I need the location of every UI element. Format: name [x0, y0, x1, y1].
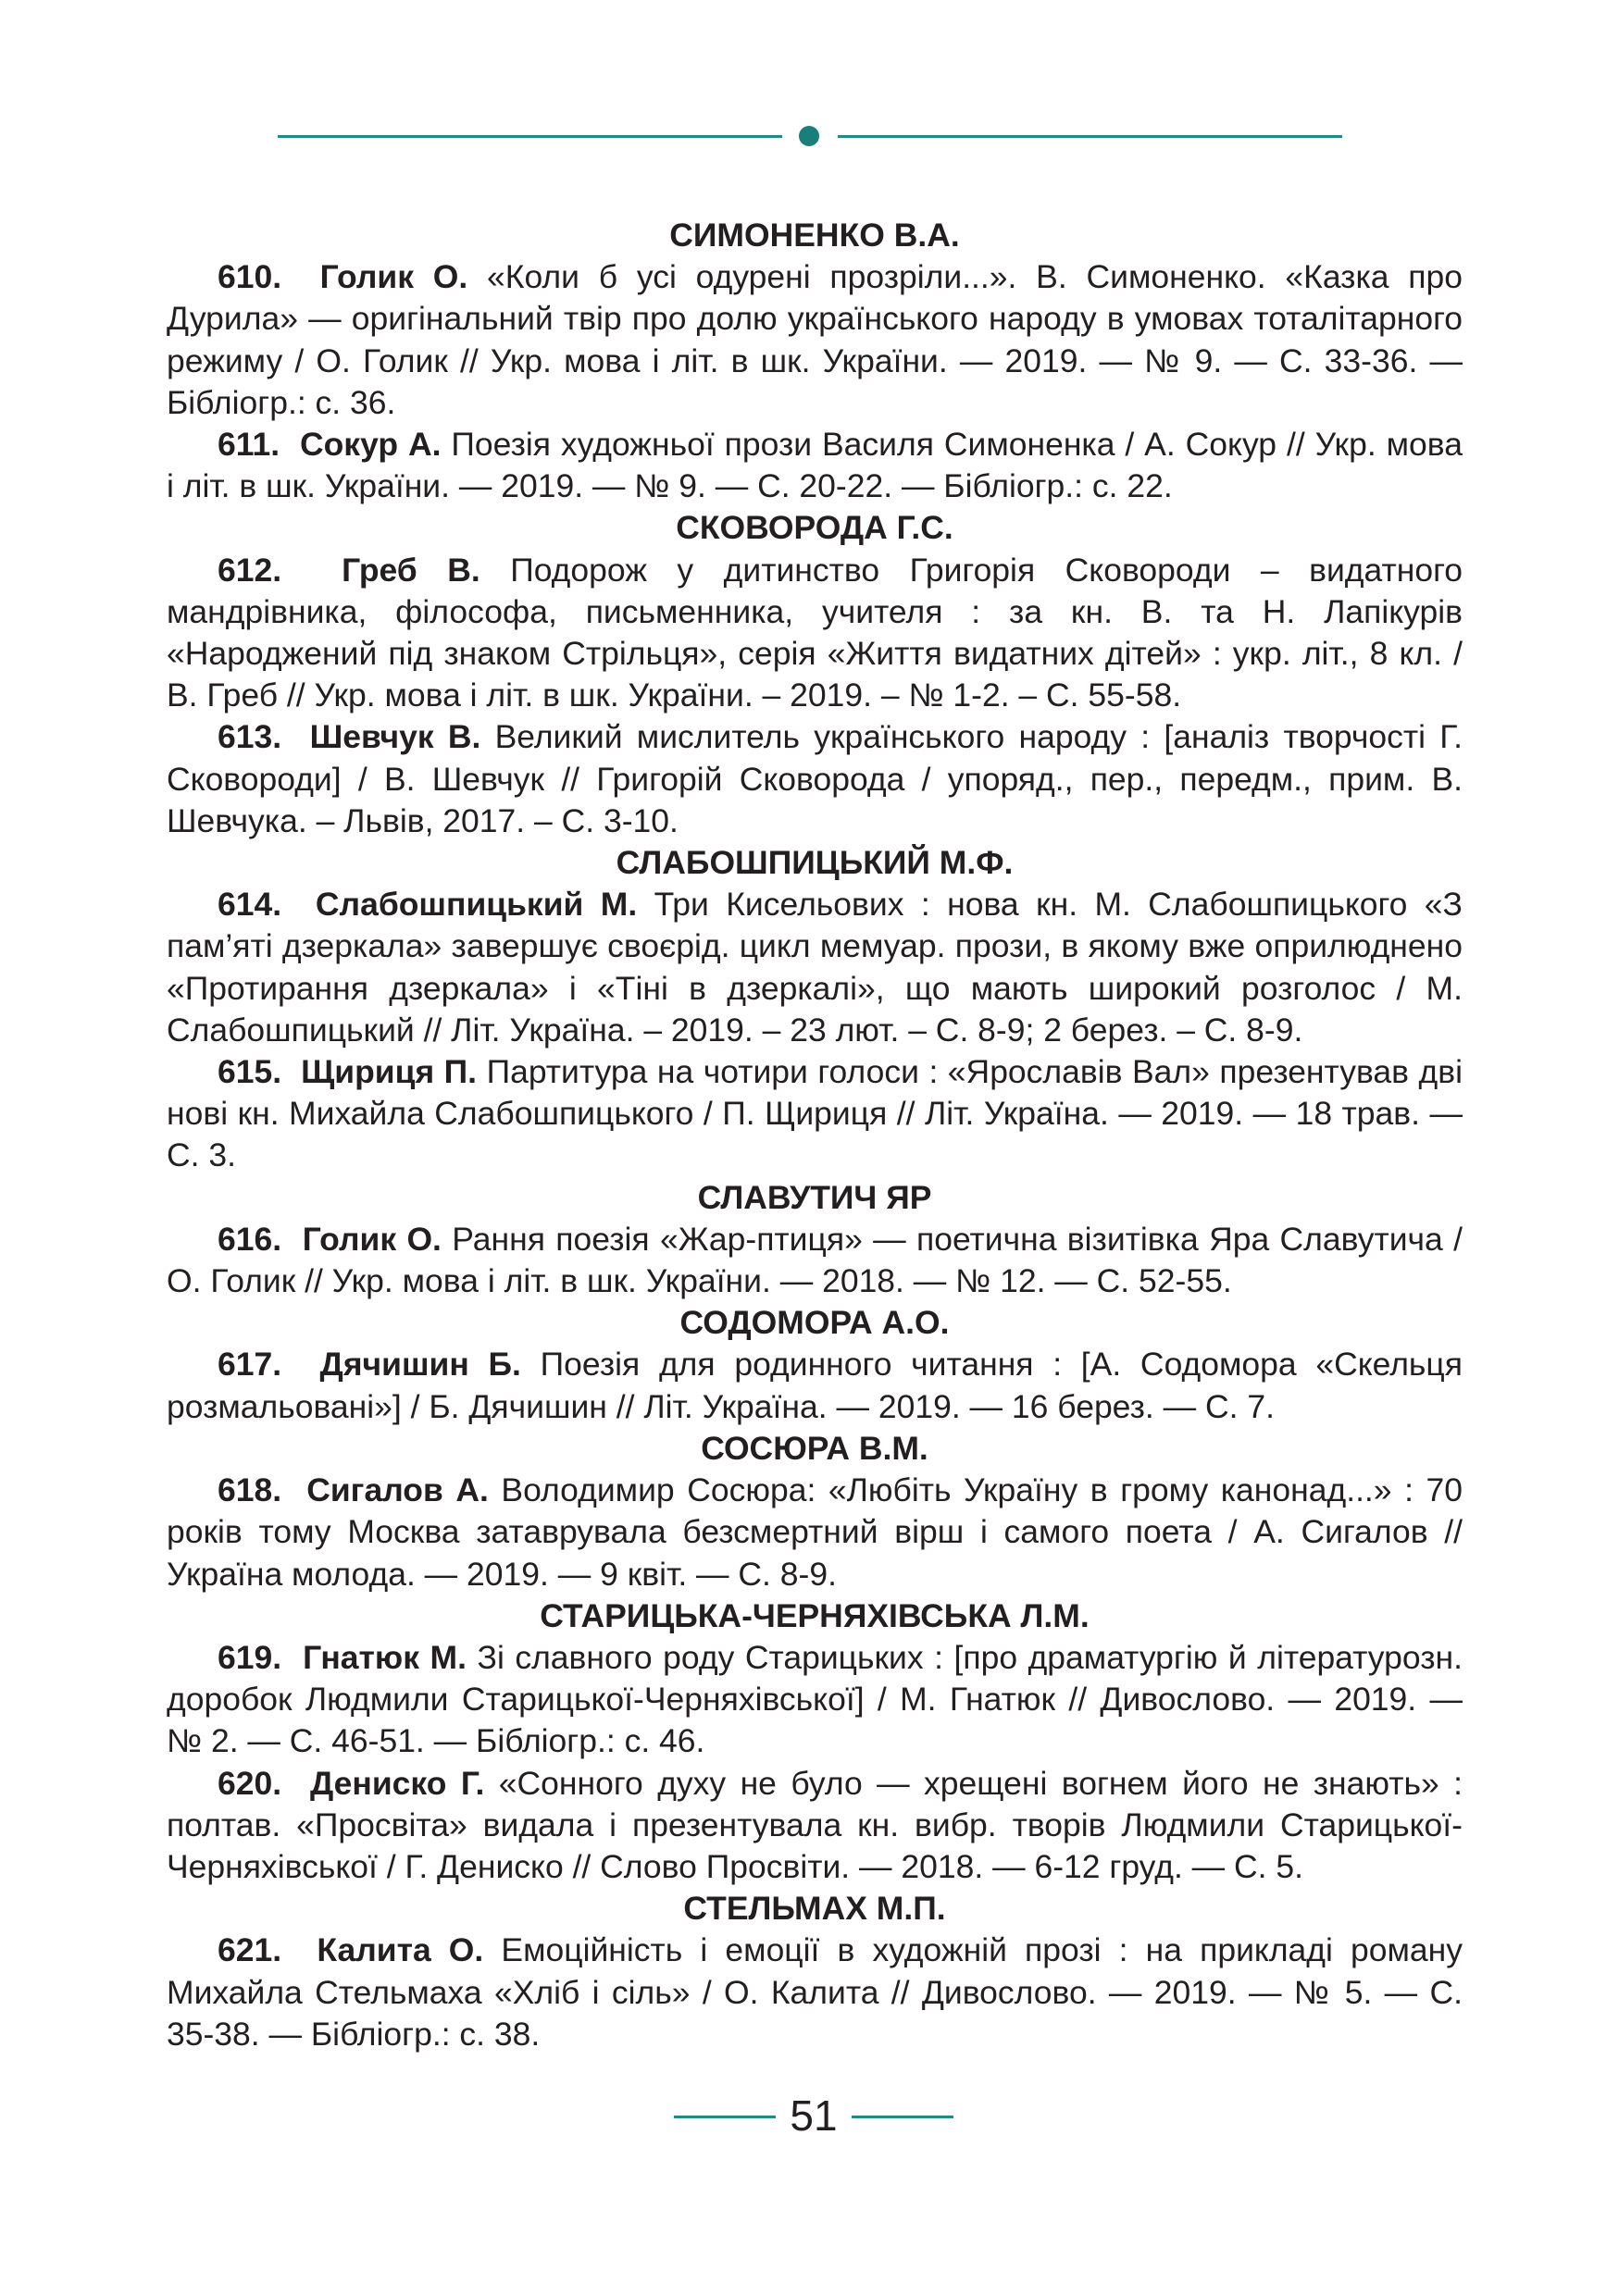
section-heading: СТЕЛЬМАХ М.П. — [683, 1890, 946, 1928]
section-heading: СКОВОРОДА Г.С. — [676, 509, 953, 547]
bibliography-content — [167, 215, 1463, 2055]
entry-author: Слабошпицький М. — [315, 886, 638, 924]
ornament-line-left — [278, 135, 782, 138]
entry-author: Сокур А. — [299, 426, 442, 464]
entry-text: Три Кисельових : нова кн. М. Слабошпицького «З пам’яті дзеркала» завершує своєрід. цикл мемуар. прози, в якому вже оприлюднено «Протирання дзеркала» і «Тіні в дзеркалі», що мають широкий розголос / М. Слабошпицький // Літ. Україна. – 2019. – 23 лют. – С. 8-9; 2 берез. – С. 8-9. — [167, 886, 1463, 1049]
footer-line-left — [674, 2116, 776, 2118]
entry-number: 613. — [218, 718, 282, 756]
bibliography-entry — [167, 1637, 1463, 1763]
bibliography-entry — [167, 1470, 1463, 1595]
page-footer — [0, 2090, 1619, 2145]
entry-number: 619. — [218, 1638, 282, 1676]
ornament-dot — [799, 126, 819, 146]
entry-text: Подорож у дитинство Григорія Сковороди – видатного мандрівника, філософа, письменника, учителя : за кн. В. та Н. Лапікурів «Народжений під знаком Стрільця», серія «Життя видатних дітей» : укр. літ., 8 кл. / В. Греб // Укр. мова і літ. в шк. України. – 2019. – № 1-2. – С. 55-58. — [167, 551, 1463, 714]
ornament-line-right — [838, 135, 1342, 138]
bibliography-entry — [167, 256, 1463, 424]
entry-number: 614. — [218, 886, 282, 924]
page-number: 51 — [790, 2091, 838, 2140]
entry-text: Емоційність і емоції в художній прозі : на прикладі роману Михайла Стельмаха «Хліб і сіль» / О. Калита // Дивослово. — 2019. — № 5. — С. 35-38. — Бібліогр.: с. 38. — [167, 1931, 1463, 2053]
entry-text: Поезія художньої прози Василя Симоненка / А. Сокур // Укр. мова і літ. в шк. України. — 2019. — № 9. — С. 20-22. — Бібліогр.: с. 22. — [167, 426, 1463, 505]
entry-author: Шевчук В. — [309, 718, 481, 756]
entry-author: Калита О. — [317, 1931, 484, 1969]
entry-text: Великий мислитель українського народу : [аналіз творчості Г. Сковороди] / В. Шевчук // Григорій Сковорода / упоряд., пер., передм., прим. В. Шевчука. – Львів, 2017. – С. 3-10. — [167, 718, 1463, 839]
top-ornament-rule — [278, 134, 1342, 138]
section-heading: СТАРИЦЬКА-ЧЕРНЯХІВСЬКА Л.М. — [540, 1596, 1090, 1634]
entry-number: 621. — [218, 1931, 282, 1969]
entry-author: Греб В. — [342, 551, 480, 589]
entry-text: Рання поезія «Жар-птиця» — поетична візитівка Яра Славутича / О. Голик // Укр. мова і літ. в шк. України. — 2018. — № 12. — С. 52-55. — [167, 1220, 1463, 1300]
entry-author: Сигалов А. — [306, 1471, 489, 1509]
section-heading: СИМОНЕНКО В.А. — [669, 217, 960, 254]
entry-text: Володимир Сосюра: «Любіть Україну в грому канонад...» : 70 років тому Москва затаврувала безсмертний вірш і самого поета / А. Сигалов // Україна молода. — 2019. — 9 квіт. — С. 8-9. — [167, 1471, 1463, 1593]
entry-text: Зі славного роду Старицьких : [про драматургію й літературозн. доробок Людмили Старицької-Черняхівської] / М. Гнатюк // Дивослово. — 2019. — № 2. — С. 46-51. — Бібліогр.: с. 46. — [167, 1638, 1463, 1760]
bibliography-entry — [167, 1344, 1463, 1427]
bibliography-entry — [167, 716, 1463, 842]
entry-number: 620. — [218, 1764, 282, 1802]
entry-number: 617. — [218, 1346, 282, 1384]
bibliography-entry — [167, 550, 1463, 717]
entry-number: 618. — [218, 1471, 282, 1509]
entry-number: 610. — [218, 258, 282, 296]
entry-number: 611. — [218, 426, 280, 464]
section-heading: СОСЮРА В.М. — [701, 1429, 928, 1467]
entry-text: «Коли б усі одурені прозріли...». В. Симоненко. «Казка про Дурила» — оригінальний твір про долю українського народу в умовах тоталітарного режиму / О. Голик // Укр. мова і літ. в шк. України. — 2019. — № 9. — С. 33-36. — Бібліогр.: с. 36. — [167, 258, 1463, 421]
section-heading: СЛАБОШПИЦЬКИЙ М.Ф. — [616, 844, 1014, 882]
bibliography-entry — [167, 424, 1463, 507]
entry-author: Голик О. — [319, 258, 468, 296]
bibliography-entry — [167, 1763, 1463, 1889]
footer-line-right — [852, 2116, 953, 2118]
entry-author: Щириця П. — [301, 1053, 478, 1091]
bibliography-entry — [167, 884, 1463, 1051]
entry-text: Поезія для родинного читання : [А. Содомора «Скельця розмальовані»] / Б. Дячишин // Літ. Україна. — 2019. — 16 берез. — С. 7. — [167, 1346, 1463, 1425]
section-heading: СОДОМОРА А.О. — [679, 1304, 950, 1342]
bibliography-entry — [167, 1051, 1463, 1177]
entry-text: Партитура на чотири голоси : «Ярославів Вал» презентував дві нові кн. Михайла Слабошпицького / П. Щириця // Літ. Україна. — 2019. — 18 трав. — С. 3. — [167, 1053, 1463, 1174]
entry-author: Дячишин Б. — [319, 1346, 521, 1384]
entry-text: «Сонного духу не було — хрещені вогнем його не знають» : полтав. «Просвіта» видала і презентувала кн. вибр. творів Людмили Старицької-Черняхівської / Г. Дениско // Слово Просвіти. — 2018. — 6-12 груд. — С. 5. — [167, 1764, 1463, 1885]
entry-author: Гнатюк М. — [303, 1638, 467, 1676]
entry-number: 615. — [218, 1053, 282, 1091]
entry-number: 612. — [218, 551, 282, 589]
bibliography-entry — [167, 1219, 1463, 1302]
entry-author: Дениско Г. — [309, 1764, 485, 1802]
section-heading: СЛАВУТИЧ ЯР — [697, 1178, 932, 1216]
entry-author: Голик О. — [302, 1220, 442, 1258]
entry-number: 616. — [218, 1220, 282, 1258]
bibliography-entry — [167, 1930, 1463, 2055]
